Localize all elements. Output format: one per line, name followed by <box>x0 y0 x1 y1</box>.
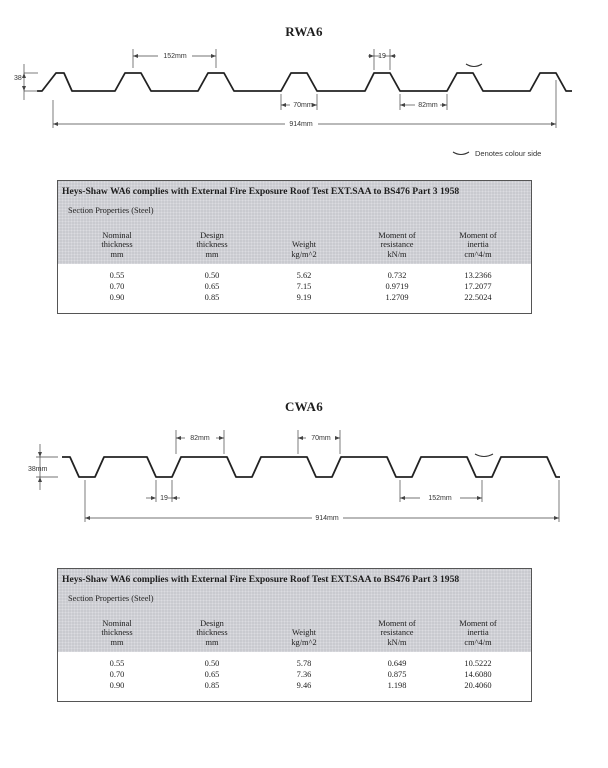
col-moment-of-inertia: Moment of inertia cm^4/m <box>459 618 497 647</box>
cell: 13.2366 <box>464 271 492 280</box>
cell: 22.5024 <box>464 293 492 302</box>
rwa6-title: RWA6 <box>285 24 323 39</box>
cell: 20.4060 <box>464 681 492 690</box>
cell: 7.15 <box>296 282 312 291</box>
col-moment-of-resistance: Moment of resistance kN/m <box>378 618 416 647</box>
col-nominal-thickness: Nominal thickness mm <box>101 618 133 647</box>
cell: 0.732 <box>387 271 407 280</box>
cell: 0.65 <box>204 282 220 291</box>
cell: 0.50 <box>204 271 220 280</box>
col-weight: Weight kg/m^2 <box>291 628 317 647</box>
cell: 0.50 <box>204 659 220 668</box>
cell: 0.9719 <box>385 282 409 291</box>
cell: 0.70 <box>109 282 125 291</box>
table-title: Heys-Shaw WA6 complies with External Fire Exposure Roof Test EXT.SAA to BS476 Part 3 1958 <box>62 186 460 197</box>
cwa6-width-dim: 914mm <box>315 515 339 522</box>
table-subtitle: Section Properties (Steel) <box>68 206 154 215</box>
table-header-band <box>58 569 531 652</box>
rwa6-depth-dim: 38 <box>14 75 22 82</box>
cwa6-pitch-dim: 152mm <box>428 495 452 502</box>
col-design-thickness: Design thickness mm <box>196 618 228 647</box>
table-title: Heys-Shaw WA6 complies with External Fire Exposure Roof Test EXT.SAA to BS476 Part 3 1958 <box>62 574 460 585</box>
cell: 0.85 <box>204 681 220 690</box>
column-headers <box>62 603 527 652</box>
rwa6-base-dim: 82mm <box>418 102 438 109</box>
table-row <box>62 669 527 680</box>
table-subtitle: Section Properties (Steel) <box>68 594 154 603</box>
col-moment-of-resistance: Moment of resistance kN/m <box>378 230 416 259</box>
cell: 0.875 <box>387 670 407 679</box>
cwa6-depth-dim: 38mm <box>28 466 48 473</box>
rwa6-width-dim: 914mm <box>289 121 313 128</box>
col-design-thickness: Design thickness mm <box>196 230 228 259</box>
colour-side-mark-icon <box>452 151 470 157</box>
rwa6-sheet-profile <box>37 73 572 91</box>
rwa6-properties-table <box>57 180 532 314</box>
col-weight: Weight kg/m^2 <box>291 240 317 259</box>
cwa6-crest-dim: 19 <box>160 495 168 502</box>
cwa6-title: CWA6 <box>284 399 324 414</box>
rwa6-colour-side-mark-icon <box>466 64 482 67</box>
cwa6-properties-table <box>57 568 532 702</box>
cwa6-base-dim: 82mm <box>190 435 210 442</box>
cell: 5.78 <box>296 659 312 668</box>
cell: 0.65 <box>204 670 220 679</box>
table-row <box>62 281 527 292</box>
cell: 1.198 <box>387 681 407 690</box>
rwa6-pitch-dim: 152mm <box>163 53 187 60</box>
col-nominal-thickness: Nominal thickness mm <box>101 230 133 259</box>
cell: 10.5222 <box>464 659 492 668</box>
cwa6-profile-diagram <box>0 410 608 550</box>
col-moment-of-inertia: Moment of inertia cm^4/m <box>459 230 497 259</box>
rwa6-profile-diagram <box>0 0 608 140</box>
table-row <box>62 292 527 303</box>
column-headers <box>62 215 527 264</box>
rwa6-crest-dim: 19 <box>378 53 386 60</box>
cell: 1.2709 <box>385 293 409 302</box>
cwa6-colour-side-mark-icon <box>475 454 493 457</box>
table-row <box>62 658 527 669</box>
rwa6-valley-dim: 70mm <box>293 102 313 109</box>
cell: 0.55 <box>109 659 125 668</box>
table-header-band <box>58 181 531 264</box>
cell: 0.90 <box>109 293 125 302</box>
cell: 17.2077 <box>464 282 492 291</box>
cwa6-sheet-profile <box>62 457 560 477</box>
legend-text: Denotes colour side <box>475 149 542 158</box>
cell: 9.19 <box>296 293 312 302</box>
cell: 14.6080 <box>464 670 492 679</box>
table-row <box>62 270 527 281</box>
table-row <box>62 680 527 691</box>
cell: 0.90 <box>109 681 125 690</box>
colour-side-legend <box>452 149 541 158</box>
cell: 0.85 <box>204 293 220 302</box>
cell: 5.62 <box>296 271 312 280</box>
cell: 0.70 <box>109 670 125 679</box>
cell: 9.46 <box>296 681 312 690</box>
cell: 0.649 <box>387 659 407 668</box>
cwa6-valley-dim: 70mm <box>311 435 331 442</box>
cell: 7.36 <box>296 670 312 679</box>
cell: 0.55 <box>109 271 125 280</box>
